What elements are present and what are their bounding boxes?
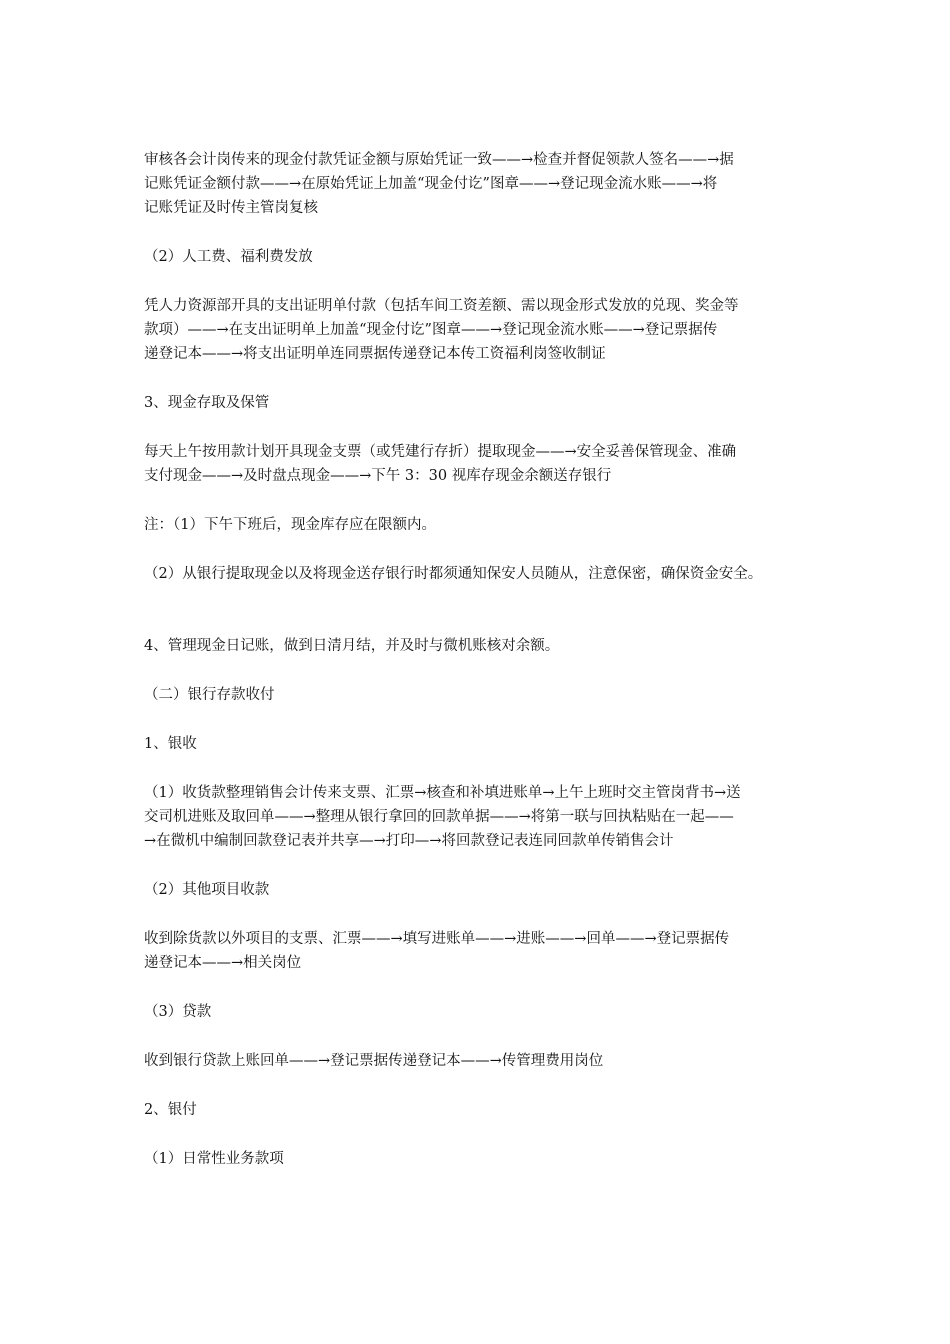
text-line: 注：（1）下午下班后，现金库存应在限额内。 <box>144 517 436 533</box>
document-body <box>144 148 824 1171</box>
text-line: 每天上午按用款计划开具现金支票（或凭建行存折）提取现金——→安全妥善保管现金、准确 <box>144 444 737 460</box>
heading-cash-journal <box>144 634 824 658</box>
paragraph-other-receipt <box>144 927 824 975</box>
paragraph-cash-pay-flow <box>144 148 824 220</box>
text-line: （1）日常性业务款项 <box>144 1151 284 1167</box>
text-line: 审核各会计岗传来的现金付款凭证金额与原始凭证一致——→检查并督促领款人签名——→据 <box>144 152 734 168</box>
text-line: 收到除货款以外项目的支票、汇票——→填写进账单——→进账——→回单——→登记票据传 <box>144 931 730 947</box>
text-line: （3）贷款 <box>144 1004 212 1020</box>
text-line: （2）人工费、福利费发放 <box>144 249 313 265</box>
heading-bank-receipt <box>144 732 824 756</box>
heading-bank-deposit <box>144 683 824 707</box>
text-line: 收到银行贷款上账回单——→登记票据传递登记本——→传管理费用岗位 <box>144 1053 604 1069</box>
text-line: （1）收货款整理销售会计传来支票、汇票→核查和补填进账单→上午上班时交主管岗背书→送 <box>144 785 741 801</box>
text-line: 4、管理现金日记账，做到日清月结，并及时与微机账核对余额。 <box>144 638 560 654</box>
text-line: （二）银行存款收付 <box>144 687 275 703</box>
text-line: 交司机进账及取回单——→整理从银行拿回的回款单据——→将第一联与回执粘贴在一起—— <box>144 809 734 825</box>
heading-bank-payment <box>144 1098 824 1122</box>
text-line: →在微机中编制回款登记表并共享—→打印—→将回款登记表连同回款单传销售会计 <box>144 833 674 849</box>
heading-labor-welfare <box>144 245 824 269</box>
text-line: 款项）——→在支出证明单上加盖“现金付讫”图章——→登记现金流水账——→登记票据传 <box>144 322 718 338</box>
text-line: 1、银收 <box>144 736 197 752</box>
note-one <box>144 513 824 537</box>
text-line: 2、银付 <box>144 1102 197 1118</box>
text-line: （2）从银行提取现金以及将现金送存银行时都须通知保安人员随从，注意保密，确保资金安全。 <box>144 566 763 582</box>
paragraph-cash-storage-flow <box>144 440 824 488</box>
text-line: 递登记本——→将支出证明单连同票据传递登记本传工资福利岗签收制证 <box>144 346 606 362</box>
heading-daily-payment <box>144 1147 824 1171</box>
paragraph-goods-receipt <box>144 781 824 853</box>
paragraph-loan <box>144 1049 824 1073</box>
heading-loan <box>144 1000 824 1024</box>
heading-other-receipt <box>144 878 824 902</box>
text-line: 支付现金——→及时盘点现金——→下午 3：30 视库存现金余额送存银行 <box>144 468 612 484</box>
text-line: 3、现金存取及保管 <box>144 395 270 411</box>
text-line: （2）其他项目收款 <box>144 882 270 898</box>
text-line: 凭人力资源部开具的支出证明单付款（包括车间工资差额、需以现金形式发放的兑现、奖金等 <box>144 298 739 314</box>
heading-cash-storage <box>144 391 824 415</box>
note-two <box>144 562 824 586</box>
text-line: 记账凭证金额付款——→在原始凭证上加盖“现金付讫”图章——→登记现金流水账——→将 <box>144 176 718 192</box>
paragraph-labor-flow <box>144 294 824 366</box>
text-line: 记账凭证及时传主管岗复核 <box>144 200 318 216</box>
text-line: 递登记本——→相关岗位 <box>144 955 302 971</box>
